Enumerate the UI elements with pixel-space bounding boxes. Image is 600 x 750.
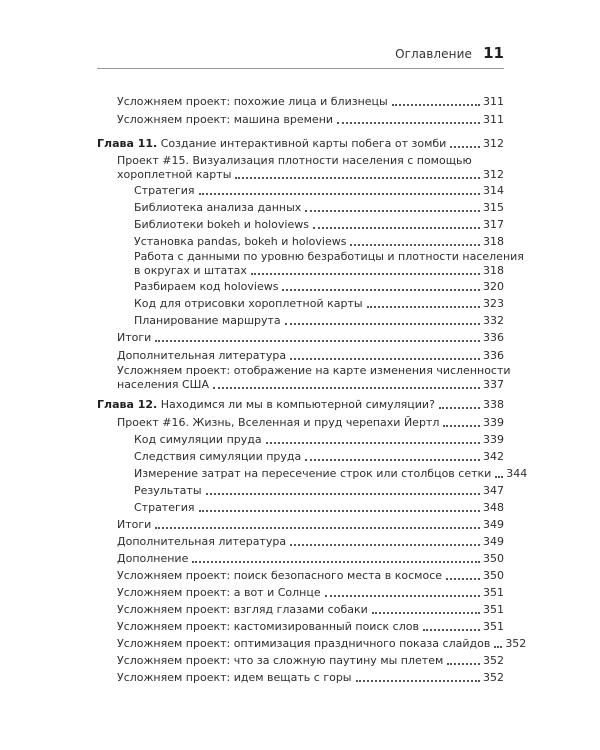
toc-entry[interactable] bbox=[117, 552, 504, 566]
toc-entry[interactable] bbox=[117, 518, 504, 532]
dot-leader bbox=[443, 425, 480, 427]
toc-entry[interactable] bbox=[117, 154, 504, 182]
toc-entry-title: Дополнительная литература bbox=[117, 349, 287, 362]
toc-entry-title: Итоги bbox=[117, 331, 152, 344]
toc-entry-title: Усложняем проект: поиск безопасного места в космосе bbox=[117, 569, 443, 582]
toc-chapter[interactable] bbox=[97, 137, 504, 151]
toc-entry-title: Результаты bbox=[134, 484, 202, 497]
dot-leader bbox=[494, 646, 502, 648]
dot-leader bbox=[305, 210, 480, 212]
dot-leader bbox=[350, 244, 480, 246]
page-number: 11 bbox=[483, 44, 504, 62]
toc-entry-page: 320 bbox=[483, 280, 504, 293]
toc-entry-title: Усложняем проект: идем вещать с горы bbox=[117, 671, 352, 684]
toc-entry-page: 351 bbox=[483, 603, 504, 616]
toc-entry[interactable] bbox=[134, 297, 504, 311]
toc-entry-title: Дополнение bbox=[117, 552, 189, 565]
toc-entry-page: 338 bbox=[483, 398, 504, 411]
toc-entry[interactable] bbox=[117, 535, 504, 549]
toc-entry-title-line2: в округах и штатах bbox=[134, 264, 247, 277]
toc-entry-title: Код симуляции пруда bbox=[134, 433, 262, 446]
dot-leader bbox=[337, 122, 480, 124]
toc-entry-page: 351 bbox=[483, 586, 504, 599]
toc-chapter[interactable] bbox=[97, 398, 504, 412]
toc-entry-page: 332 bbox=[483, 314, 504, 327]
toc-entry-page: 347 bbox=[483, 484, 504, 497]
toc-entry[interactable] bbox=[117, 603, 504, 617]
toc-entry-page: 349 bbox=[483, 535, 504, 548]
toc-entry[interactable] bbox=[134, 218, 504, 232]
dot-leader bbox=[266, 442, 480, 444]
toc-entry-page: 350 bbox=[483, 569, 504, 582]
toc-entry-page: 339 bbox=[483, 433, 504, 446]
dot-leader bbox=[213, 387, 480, 389]
toc-entry-title: Усложняем проект: оптимизация праздничного показа слайдов bbox=[117, 637, 491, 650]
toc-entry-title-line2: населения США bbox=[117, 378, 209, 391]
toc-entry-page: 311 bbox=[483, 95, 504, 108]
toc-entry-page: 348 bbox=[483, 501, 504, 514]
toc-entry-page: 312 bbox=[483, 137, 504, 150]
toc-entry[interactable] bbox=[134, 433, 504, 447]
toc-entry[interactable] bbox=[117, 620, 504, 634]
toc-entry-title: Усложняем проект: похожие лица и близнецы bbox=[117, 95, 388, 108]
toc-entry-title: Проект #16. Жизнь, Вселенная и пруд черепахи Йертл bbox=[117, 416, 440, 429]
toc-entry-title: Код для отрисовки хороплетной карты bbox=[134, 297, 363, 310]
chapter-label: Глава 11. bbox=[97, 137, 158, 150]
toc-entry-title-line1: Усложняем проект: отображение на карте изменения численности bbox=[117, 364, 511, 377]
toc-entry-title-line2: хороплетной карты bbox=[117, 168, 232, 181]
toc-entry-page: 317 bbox=[483, 218, 504, 231]
dot-leader bbox=[450, 146, 480, 148]
toc-entry-page: 349 bbox=[483, 518, 504, 531]
toc-entry-page: 311 bbox=[483, 113, 504, 126]
toc-entry-title: Следствия симуляции пруда bbox=[134, 450, 302, 463]
dot-leader bbox=[155, 527, 480, 529]
toc-entry[interactable] bbox=[134, 314, 504, 328]
toc-entry-title: Усложняем проект: кастомизированный поиск слов bbox=[117, 620, 419, 633]
toc-entry-page: 312 bbox=[483, 168, 504, 181]
dot-leader bbox=[439, 407, 480, 409]
toc-entry-page: 342 bbox=[483, 450, 504, 463]
toc-entry-title: Библиотеки bokeh и holoviews bbox=[134, 218, 309, 231]
toc-entry-page: 339 bbox=[483, 416, 504, 429]
dot-leader bbox=[372, 612, 480, 614]
toc-entry-page: 351 bbox=[483, 620, 504, 633]
toc-entry[interactable] bbox=[117, 113, 504, 127]
dot-leader bbox=[206, 493, 480, 495]
dot-leader bbox=[367, 306, 480, 308]
toc-entry-title: Усложняем проект: а вот и Солнце bbox=[117, 586, 321, 599]
toc-entry-title: Стратегия bbox=[134, 501, 195, 514]
toc-entry-title: Библиотека анализа данных bbox=[134, 201, 302, 214]
toc-entry[interactable] bbox=[134, 201, 504, 215]
toc-entry[interactable] bbox=[117, 569, 504, 583]
dot-leader bbox=[285, 323, 480, 325]
toc-entry-page: 318 bbox=[483, 235, 504, 248]
toc-entry[interactable] bbox=[117, 349, 504, 363]
toc-entry[interactable] bbox=[134, 250, 524, 278]
toc-entry-page: 352 bbox=[483, 654, 504, 667]
toc-entry[interactable] bbox=[134, 184, 504, 198]
toc-entry-page: 318 bbox=[483, 264, 504, 277]
dot-leader bbox=[251, 273, 480, 275]
chapter-title: Создание интерактивной карты побега от зомби bbox=[160, 137, 447, 150]
dot-leader bbox=[199, 193, 480, 195]
toc-entry-title: Усложняем проект: машина времени bbox=[117, 113, 334, 126]
toc-entry-page: 344 bbox=[506, 467, 528, 480]
toc-entry-page: 323 bbox=[483, 297, 504, 310]
dot-leader bbox=[446, 578, 480, 580]
toc-entry-title: Итоги bbox=[117, 518, 152, 531]
chapter-label: Глава 12. bbox=[97, 398, 158, 411]
toc-entry-title: Стратегия bbox=[134, 184, 195, 197]
toc-entry[interactable] bbox=[117, 637, 527, 651]
toc-entry-page: 352 bbox=[483, 671, 504, 684]
toc-entry[interactable] bbox=[117, 671, 504, 685]
dot-leader bbox=[356, 680, 481, 682]
dot-leader bbox=[325, 595, 480, 597]
dot-leader bbox=[495, 476, 503, 478]
dot-leader bbox=[235, 177, 480, 179]
toc-entry[interactable] bbox=[134, 484, 504, 498]
toc-entry-page: 314 bbox=[483, 184, 504, 197]
dot-leader bbox=[313, 227, 480, 229]
toc-entry-title: Дополнительная литература bbox=[117, 535, 287, 548]
toc-entry-page: 336 bbox=[483, 349, 504, 362]
dot-leader bbox=[155, 340, 480, 342]
dot-leader bbox=[392, 104, 480, 106]
toc-entry-title-line1: Работа с данными по уровню безработицы и плотности населения bbox=[134, 250, 524, 263]
dot-leader bbox=[199, 510, 480, 512]
dot-leader bbox=[192, 561, 480, 563]
toc-entry[interactable] bbox=[117, 586, 504, 600]
toc-entry[interactable] bbox=[117, 331, 504, 345]
toc-entry[interactable] bbox=[117, 95, 504, 109]
toc-entry[interactable] bbox=[117, 364, 511, 392]
toc-entry-title: Измерение затрат на пересечение строк или столбцов сетки bbox=[134, 467, 492, 480]
toc-entry[interactable] bbox=[134, 450, 504, 464]
chapter-title: Находимся ли мы в компьютерной симуляции? bbox=[160, 398, 435, 411]
dot-leader bbox=[290, 544, 480, 546]
toc-entry-title: Усложняем проект: взгляд глазами собаки bbox=[117, 603, 368, 616]
running-header-title: Оглавление bbox=[395, 47, 472, 61]
dot-leader bbox=[423, 629, 480, 631]
toc-entry-title: Планирование маршрута bbox=[134, 314, 281, 327]
toc-entry-title-line1: Проект #15. Визуализация плотности населения с помощью bbox=[117, 154, 472, 167]
toc-entry[interactable] bbox=[117, 654, 504, 668]
toc-entry-page: 350 bbox=[483, 552, 504, 565]
toc-entry[interactable] bbox=[134, 501, 504, 515]
dot-leader bbox=[290, 358, 480, 360]
toc-entry[interactable] bbox=[134, 467, 528, 481]
toc-entry-page: 352 bbox=[505, 637, 527, 650]
toc-entry-title: Усложняем проект: что за сложную паутину мы плетем bbox=[117, 654, 444, 667]
toc-entry-page: 336 bbox=[483, 331, 504, 344]
toc-entry[interactable] bbox=[134, 235, 504, 249]
toc-entry[interactable] bbox=[117, 416, 504, 430]
toc-entry-page: 315 bbox=[483, 201, 504, 214]
dot-leader bbox=[282, 289, 480, 291]
toc-entry[interactable] bbox=[134, 280, 504, 294]
toc-entry-page: 337 bbox=[483, 378, 504, 391]
dot-leader bbox=[447, 663, 480, 665]
toc-entry-title: Установка pandas, bokeh и holoviews bbox=[134, 235, 347, 248]
dot-leader bbox=[305, 459, 480, 461]
toc-entry-title: Разбираем код holoviews bbox=[134, 280, 279, 293]
